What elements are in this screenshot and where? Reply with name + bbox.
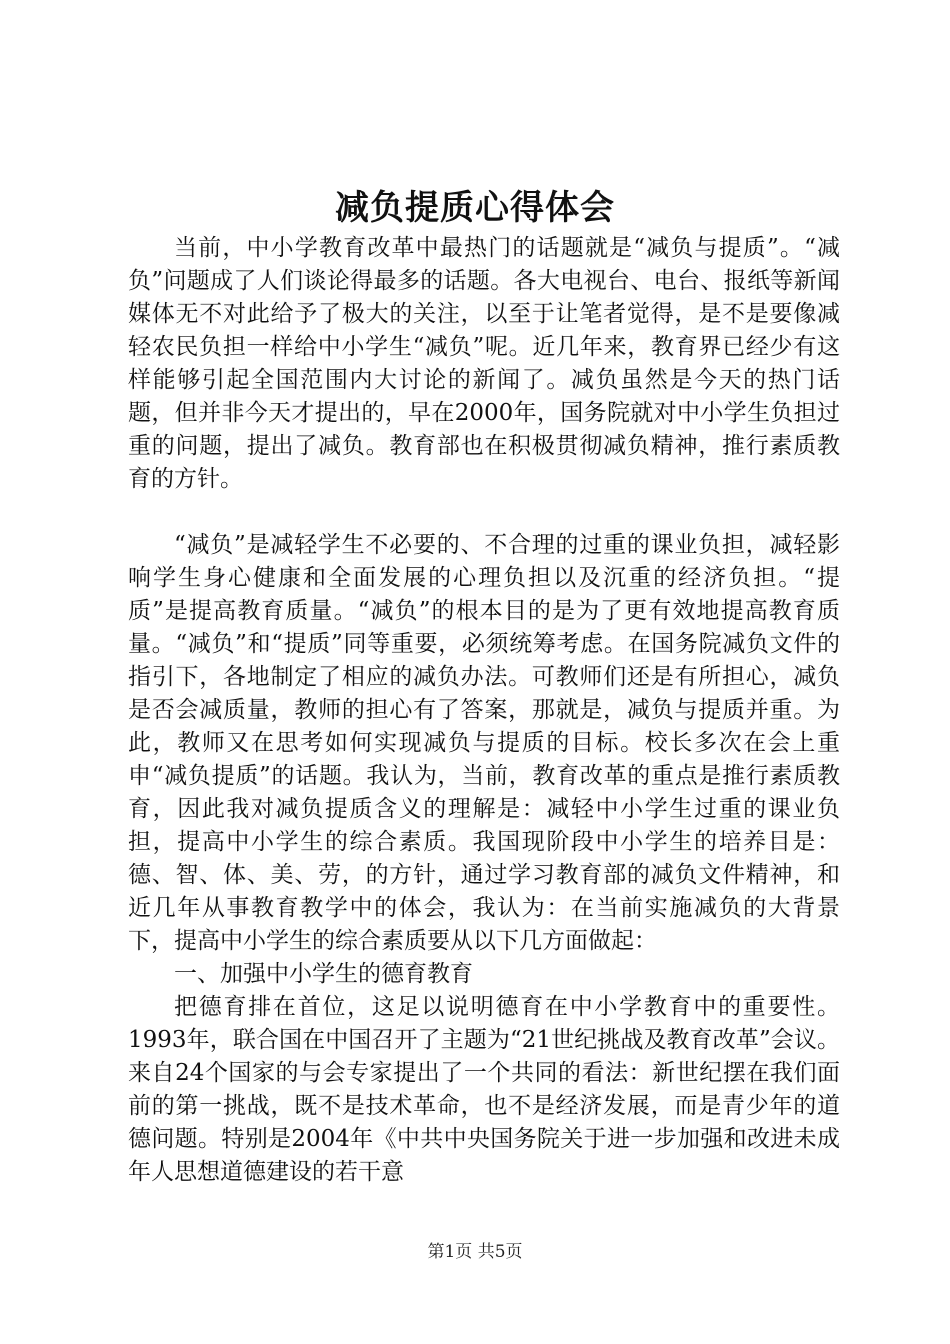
paragraph-intro: 当前，中小学教育改革中最热门的话题就是“减负与提质”。“减负”问题成了人们谈论得最多的话题。各大电视台、电台、报纸等新闻媒体无不对此给予了极大的关注，以至于让笔者觉得，是不是要像减轻农民负担一样给中小学生“减负”呢。近几年来，教育界已经少有这样能够引起全国范围内大讨论的新闻了。减负虽然是今天的热门话题，但并非今天才提出的，早在2000年，国务院就对中小学生负担过重的问题，提出了减负。教育部也在积极贯彻减负精神，推行素质教育的方针。 (128, 235, 840, 492)
document-title: 减负提质心得体会 (335, 188, 615, 228)
page-number-footer: 第1页 共5页 (427, 1242, 523, 1262)
document-body (128, 232, 840, 1189)
section-heading-moral-education: 一、加强中小学生的德育教育 (174, 961, 473, 987)
paragraph-definition: “减负”是减轻学生不必要的、不合理的过重的课业负担，减轻影响学生身心健康和全面发展的心理负担以及沉重的经济负担。“提质”是提高教育质量。“减负”的根本目的是为了更有效地提高教育质量。“减负”和“提质”同等重要，必须统筹考虑。在国务院减负文件的指引下，各地制定了相应的减负办法。可教师们还是有所担心，减负是否会减质量，教师的担心有了答案，那就是，减负与提质并重。为此，教师又在思考如何实现减负与提质的目标。校长多次在会上重申“减负提质”的话题。我认为，当前，教育改革的重点是推行素质教育，因此我对减负提质含义的理解是：减轻中小学生过重的课业负担，提高中小学生的综合素质。我国现阶段中小学生的培养目是：德、智、体、美、劳，的方针，通过学习教育部的减负文件精神，和近几年从事教育教学中的体会，我认为：在当前实施减负的大背景下，提高中小学生的综合素质要从以下几方面做起： (128, 532, 840, 954)
paragraph-moral-education: 把德育排在首位，这足以说明德育在中小学教育中的重要性。1993年，联合国在中国召开了主题为“21世纪挑战及教育改革”会议。来自24个国家的与会专家提出了一个共同的看法：新世纪摆在我们面前的第一挑战，既不是技术革命，也不是经济发展，而是青少年的道德问题。特别是2004年《中共中央国务院关于进一步加强和改进未成年人思想道德建设的若干意 (128, 994, 840, 1185)
